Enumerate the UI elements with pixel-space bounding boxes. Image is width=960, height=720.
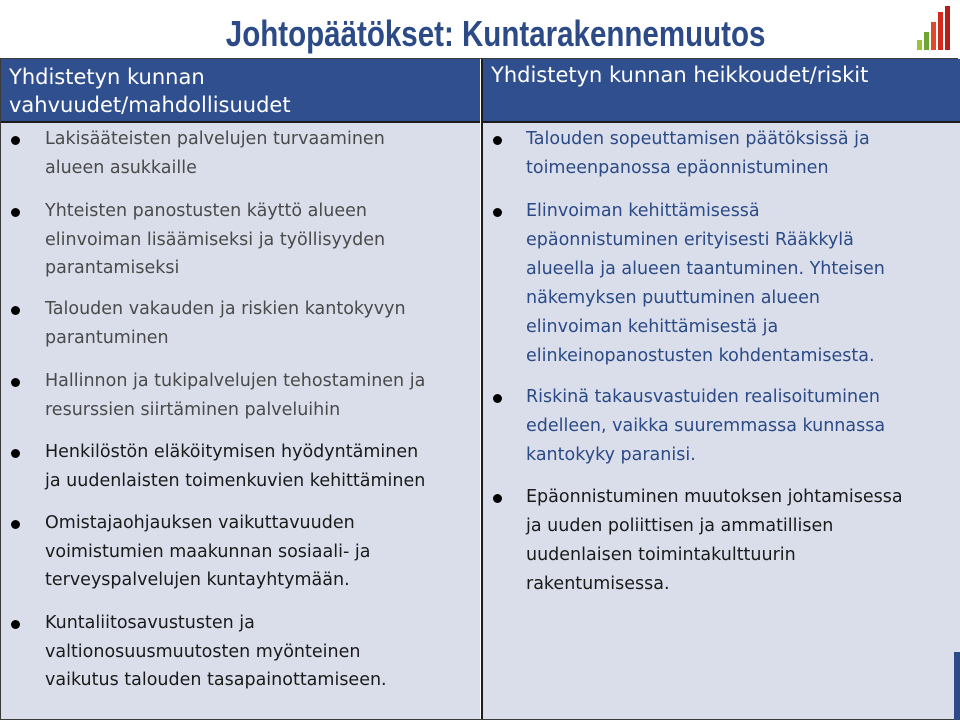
risks-header: [483, 59, 960, 123]
item-text: näkemyksen puuttuminen alueen: [526, 288, 820, 308]
item-text: epäonnistuminen erityisesti Rääkkylä: [526, 230, 854, 250]
strengths-header-line2: vahvuudet/mahdollisuudet: [9, 93, 291, 117]
risks-body: [483, 123, 960, 719]
item-text: valtionosuusmuutosten myönteinen: [45, 641, 361, 662]
item-text: vaikutus talouden tasapainottamiseen.: [45, 670, 387, 690]
item-text: Elinvoiman kehittämisessä: [526, 201, 760, 221]
item-text: Epäonnistuminen muutoksen johtamisessa: [526, 487, 903, 507]
item-text: toimeenpanossa epäonnistuminen: [526, 158, 829, 178]
strengths-header-line1: Yhdistetyn kunnan: [9, 65, 205, 89]
bullet-icon: [11, 449, 20, 458]
bullet-icon: [493, 136, 502, 145]
item-text: voimistumien maakunnan sosiaali- ja: [45, 541, 371, 562]
item-text: Lakisääteisten palvelujen turvaaminen: [45, 129, 385, 149]
bullet-icon: [11, 620, 20, 629]
bullet-icon: [11, 208, 20, 217]
bullet-icon: [493, 394, 502, 403]
item-text: Henkilöstön eläköitymisen hyödyntäminen: [45, 442, 419, 462]
strengths-body: [1, 123, 480, 719]
item-text: Talouden vakauden ja riskien kantokyvyn: [45, 299, 406, 319]
strengths-header: [1, 59, 480, 123]
slide-title: Johtopäätökset: Kuntarakennemuutos: [225, 13, 766, 54]
item-text: ja uudenlaisten toimenkuvien kehittäminen: [45, 470, 426, 491]
item-text: rakentumisessa.: [526, 574, 670, 594]
bullet-icon: [493, 494, 502, 503]
item-text: uudenlaisen toimintakulttuurin: [526, 545, 796, 565]
item-text: elinkeinopanostusten kohdentamisesta.: [526, 346, 875, 366]
item-text: elinvoiman lisäämiseksi ja työllisyyden: [45, 229, 386, 250]
item-text: elinvoiman kehittämisestä ja: [526, 317, 779, 337]
risks-header-text: Yhdistetyn kunnan heikkoudet/riskit: [491, 63, 869, 87]
item-text: alueella ja alueen taantuminen. Yhteisen: [526, 259, 885, 279]
bullet-icon: [11, 306, 20, 315]
item-text: Talouden sopeuttamisen päätöksissä ja: [526, 129, 870, 149]
bullet-icon: [11, 136, 20, 145]
item-text: resurssien siirtäminen palveluihin: [45, 399, 341, 420]
strengths-column: [1, 59, 480, 719]
item-text: Riskinä takausvastuiden realisoituminen: [526, 387, 880, 407]
item-text: parantamiseksi: [45, 258, 180, 278]
logo: [915, 4, 959, 50]
item-text: Omistajaohjauksen vaikuttavuuden: [45, 513, 355, 533]
item-text: Yhteisten panostusten käyttö alueen: [45, 201, 367, 221]
item-text: edelleen, vaikka suuremmassa kunnassa: [526, 416, 886, 436]
item-text: Hallinnon ja tukipalvelujen tehostaminen ja: [45, 371, 426, 391]
item-text: alueen asukkaille: [45, 157, 197, 178]
item-text: terveyspalvelujen kuntayhtymään.: [45, 570, 350, 590]
corner-accent-bar: [954, 652, 960, 720]
bullet-icon: [11, 378, 20, 387]
bullet-icon: [11, 520, 20, 529]
bullet-icon: [493, 208, 502, 217]
risks-column: [481, 59, 960, 719]
item-text: kantokyky paranisi.: [526, 445, 696, 465]
item-text: parantuminen: [45, 327, 169, 348]
comparison-table: [0, 58, 958, 720]
item-text: Kuntaliitosavustusten ja: [45, 613, 255, 633]
item-text: ja uuden poliittisen ja ammatillisen: [526, 516, 834, 536]
